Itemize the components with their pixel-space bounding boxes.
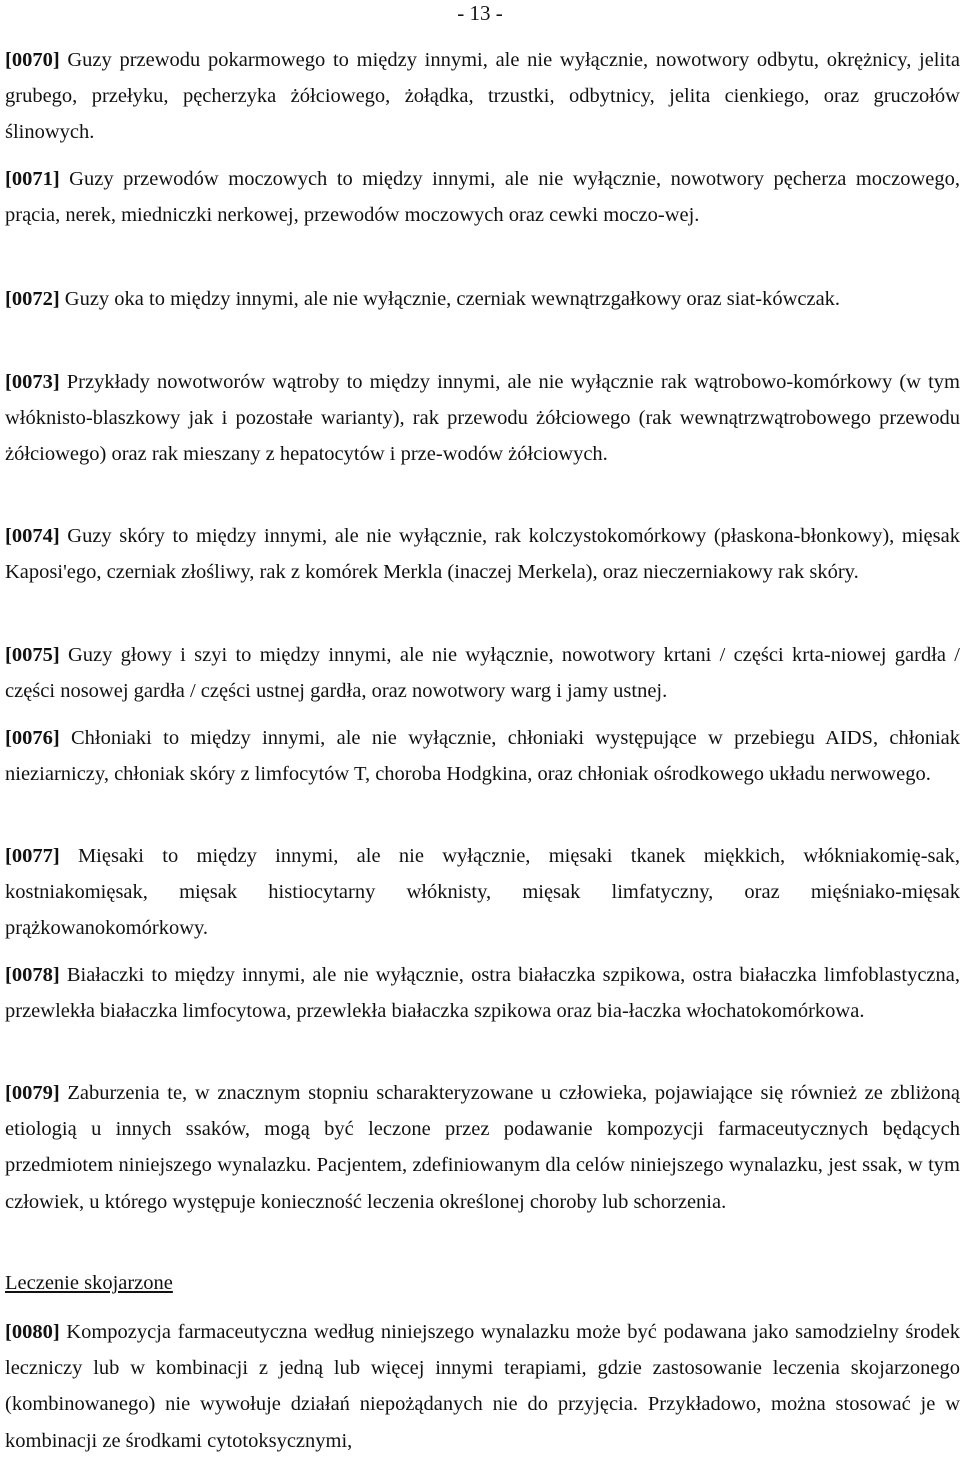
paragraph-0075	[5, 637, 960, 709]
paragraph-0077	[5, 838, 960, 947]
paragraph-number: [0073]	[5, 371, 60, 393]
paragraph-0076	[5, 720, 960, 792]
paragraph-0080	[5, 1314, 960, 1459]
paragraph-number: [0076]	[5, 727, 60, 749]
paragraph-text: Mięsaki to między innymi, ale nie wyłącznie, mięsaki tkanek miękkich, włókniakomię-sak, kostniakomięsak, mięsak histiocytarny włóknisty, mięsak limfatyczny, oraz mięśniako-mięsak prążkowanokomórkowy.	[5, 845, 960, 940]
paragraph-text: Guzy skóry to między innymi, ale nie wyłącznie, rak kolczystokomórkowy (płaskona-błonkowy), mięsak Kaposi'ego, czerniak złośliwy, rak z komórek Merkla (inaczej Merkela), oraz nieczerniakowy rak skóry.	[5, 525, 960, 584]
paragraph-text: Guzy oka to między innymi, ale nie wyłącznie, czerniak wewnątrzgałkowy oraz siat-kówczak.	[59, 288, 841, 310]
section-heading: Leczenie skojarzone	[5, 1272, 173, 1294]
paragraph-number: [0077]	[5, 845, 60, 867]
paragraph-text: Białaczki to między innymi, ale nie wyłącznie, ostra białaczka szpikowa, ostra białaczka limfoblastyczna, przewlekła białaczka limfocytowa, przewlekła białaczka szpikowa oraz bia-łaczka włochatokomórkowa.	[5, 964, 960, 1023]
paragraph-0074	[5, 518, 960, 590]
paragraph-0072	[5, 281, 960, 317]
paragraph-text: Guzy głowy i szyi to między innymi, ale nie wyłącznie, nowotwory krtani / części krta-niowej gardła / części nosowej gardła / części ustnej gardła, oraz nowotwory warg i jamy ustnej.	[5, 644, 960, 703]
paragraph-text: Chłoniaki to między innymi, ale nie wyłącznie, chłoniaki występujące w przebiegu AIDS, chłoniak nieziarniczy, chłoniak skóry z limfocytów T, choroba Hodgkina, oraz chłoniak ośrodkowego układu nerwowego.	[5, 727, 960, 786]
paragraph-text: Przykłady nowotworów wątroby to między innymi, ale nie wyłącznie rak wątrobowo-komórkowy (w tym włóknisto-blaszkowy jak i pozostałe warianty), rak przewodu żółciowego (rak wewnątrzwątrobowego przewodu żółciowego) oraz rak mieszany z hepatocytów i prze-wodów żółciowych.	[5, 371, 960, 466]
paragraph-number: [0070]	[5, 49, 60, 71]
paragraph-0071	[5, 161, 960, 233]
paragraph-number: [0071]	[5, 168, 60, 190]
paragraph-0073	[5, 364, 960, 473]
paragraph-number: [0078]	[5, 964, 60, 986]
paragraph-0078	[5, 957, 960, 1029]
page-number: - 13 -	[457, 1, 503, 25]
paragraph-number: [0079]	[5, 1082, 60, 1104]
paragraph-text: Kompozycja farmaceutyczna według niniejszego wynalazku może być podawana jako samodzielny środek leczniczy lub w kombinacji z jedną lub więcej innymi terapiami, gdzie zastosowanie leczenia skojarzonego (kombinowanego) nie wywołuje działań niepożądanych nie do przyjęcia. Przykładowo, można stosować je w kombinacji ze środkami cytotoksycznymi,	[5, 1321, 960, 1452]
paragraph-number: [0074]	[5, 525, 60, 547]
paragraph-number: [0072]	[5, 288, 60, 310]
paragraph-text: Guzy przewodu pokarmowego to między innymi, ale nie wyłącznie, nowotwory odbytu, okrężnicy, jelita grubego, przełyku, pęcherzyka żółciowego, żołądka, trzustki, odbytnicy, jelita cienkiego, oraz gruczołów ślinowych.	[5, 49, 960, 144]
paragraph-0079	[5, 1075, 960, 1220]
paragraph-number: [0075]	[5, 644, 60, 666]
paragraph-text: Zaburzenia te, w znacznym stopniu scharakteryzowane u człowieka, pojawiające się również ze zbliżoną etiologią u innych ssaków, mogą być leczone przez podawanie kompozycji farmaceutycznych będących przedmiotem niniejszego wynalazku. Pacjentem, zdefiniowanym dla celów niniejszego wynalazku, jest ssak, w tym człowiek, u którego występuje konieczność leczenia określonej choroby lub schorzenia.	[5, 1082, 960, 1213]
paragraph-text: Guzy przewodów moczowych to między innymi, ale nie wyłącznie, nowotwory pęcherza moczowego, prącia, nerek, miedniczki nerkowej, przewodów moczowych oraz cewki moczo-wej.	[5, 168, 960, 227]
paragraph-number: [0080]	[5, 1321, 60, 1343]
paragraph-0070	[5, 42, 960, 151]
